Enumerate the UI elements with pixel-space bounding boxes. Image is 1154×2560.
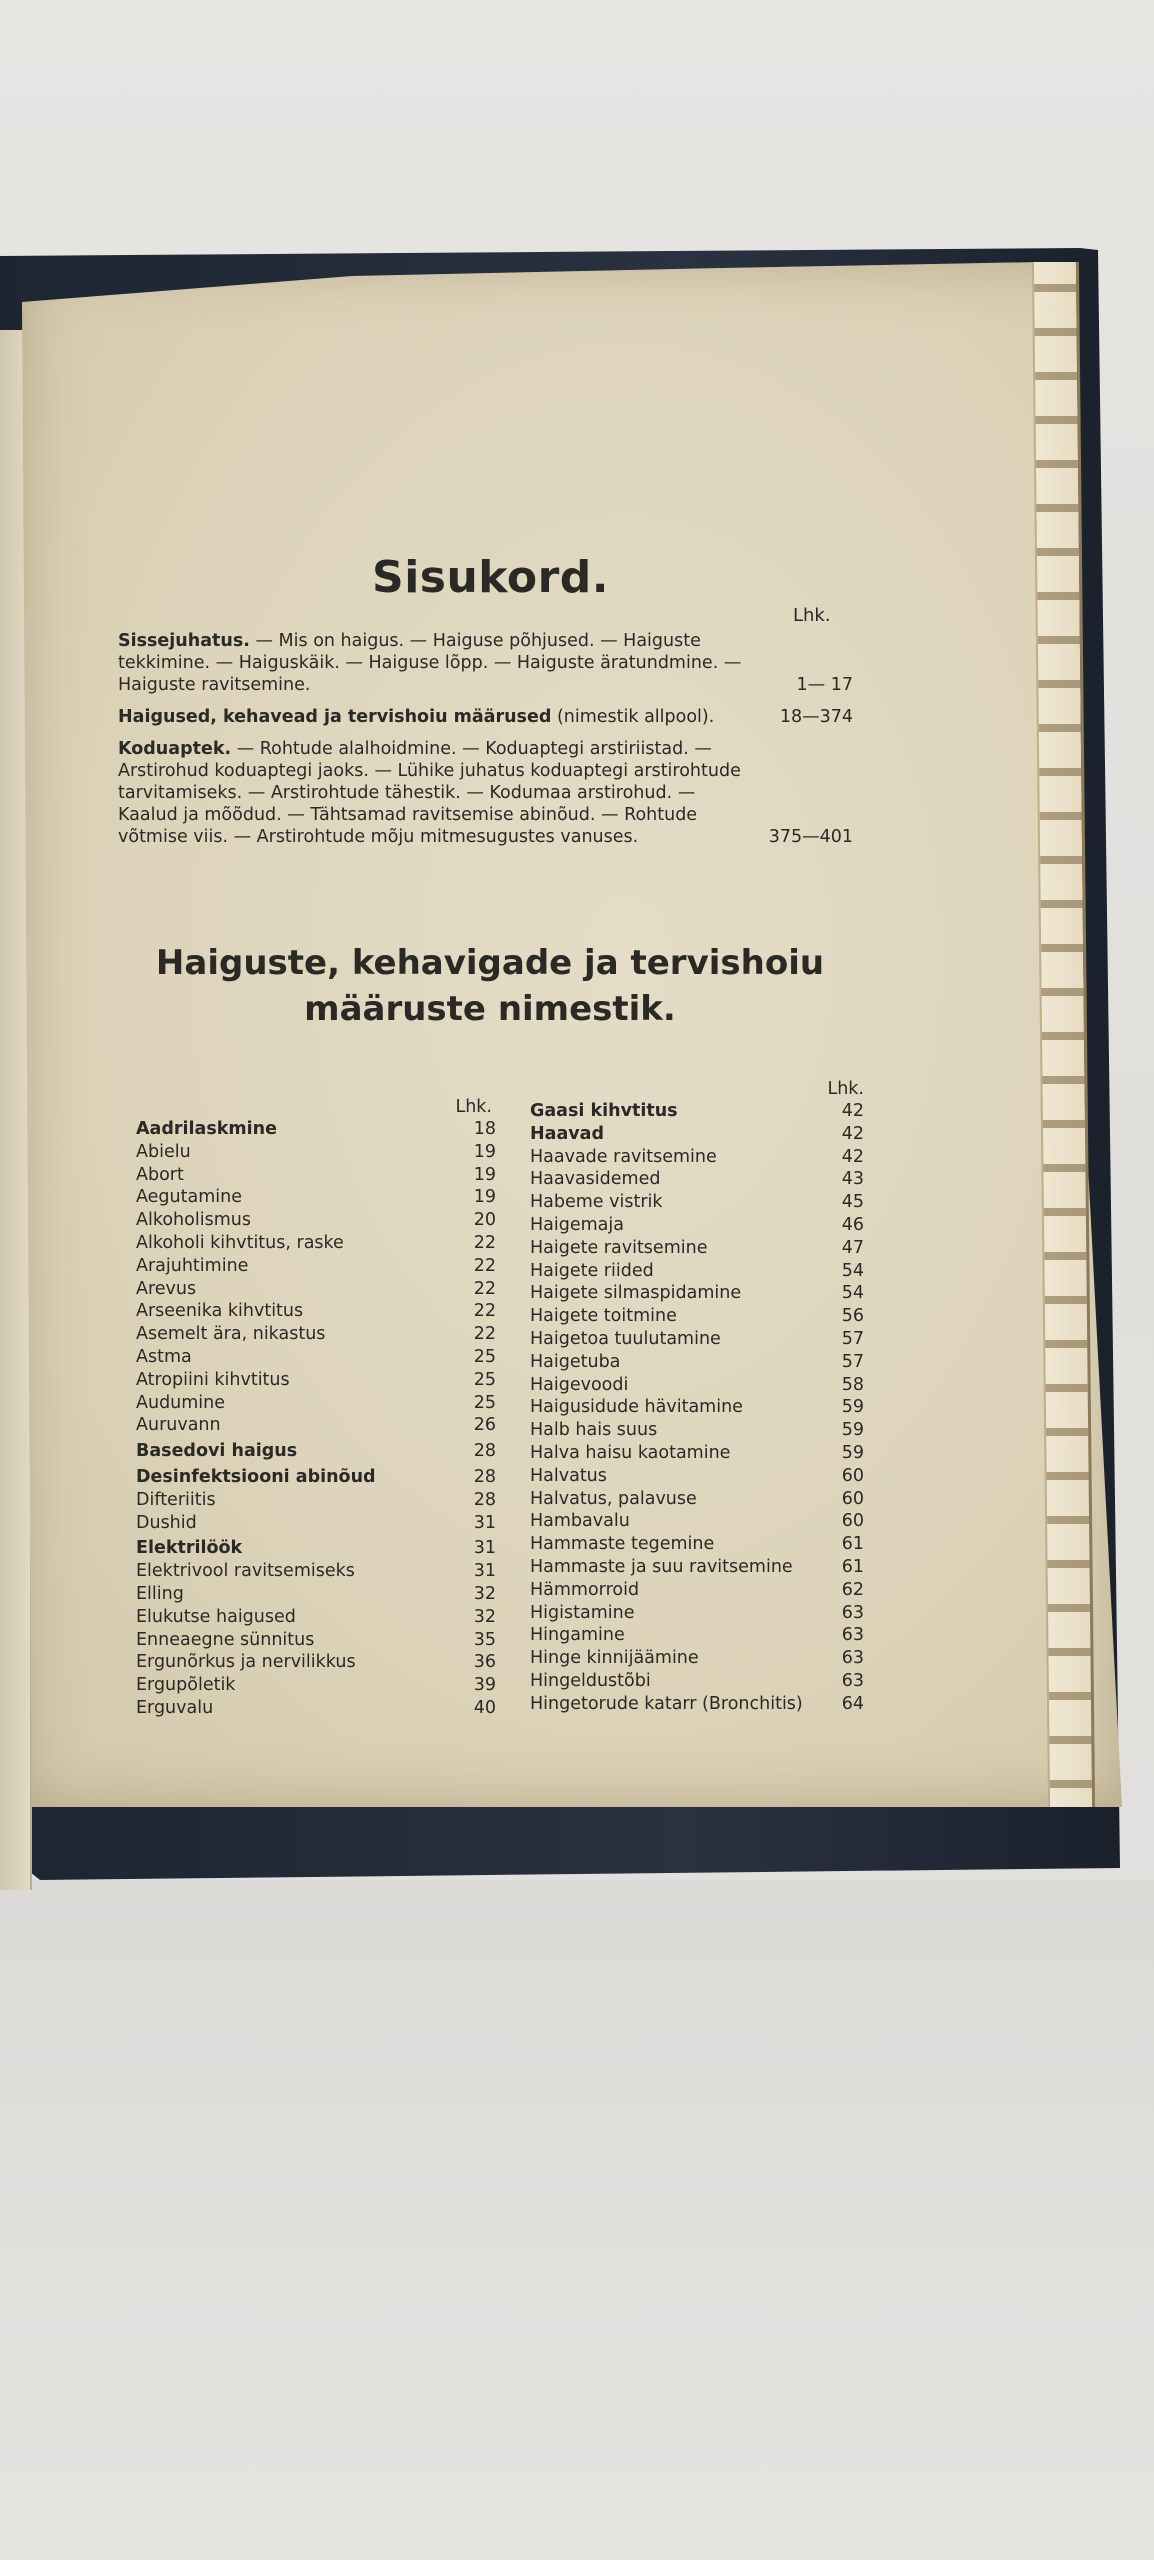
index-entry-page: 18 — [473, 1119, 496, 1139]
index-entry-name: Haigusidude hävitamine — [530, 1397, 743, 1418]
index-entry-page: 59 — [841, 1420, 864, 1441]
index-entry-page: 64 — [841, 1693, 864, 1714]
index-entry-page: 32 — [473, 1583, 496, 1604]
index-entry — [530, 1396, 864, 1419]
index-entry-page: 63 — [841, 1670, 864, 1691]
index-entry-name: Hinge kinnijäämine — [530, 1648, 699, 1669]
index-entry-name: Elektrilöök — [136, 1538, 243, 1559]
index-entry-page: 31 — [473, 1512, 496, 1533]
index-entry-page: 60 — [841, 1511, 864, 1532]
index-entry-name: Hammaste ja suu ravitsemine — [530, 1556, 793, 1577]
contents-entry — [118, 738, 853, 848]
index-entry-page: 46 — [841, 1214, 864, 1235]
index-entry-page: 54 — [841, 1260, 864, 1281]
index-entry-name: Hammaste tegemine — [530, 1534, 715, 1555]
index-entry-page: 28 — [473, 1489, 496, 1510]
index-entry-page: 25 — [473, 1392, 496, 1413]
index-entry — [530, 1351, 864, 1374]
contents-entry-text: — Mis on haigus. — Haiguse põhjused. — Haiguste tekkimine. — Haiguskäik. — Haiguse lõpp. — Haiguste äratundmine. — Haiguste ravitsemine. — [118, 631, 742, 695]
index-entry-name: Auruvann — [136, 1415, 221, 1436]
index-entry — [136, 1512, 496, 1535]
index-entry-name: Haigete ravitsemine — [530, 1237, 708, 1258]
index-entry-page: 19 — [473, 1164, 496, 1185]
index-entry — [136, 1466, 496, 1489]
index-entry — [136, 1164, 496, 1187]
index-entry-page: 31 — [473, 1538, 496, 1559]
index-entry — [136, 1560, 496, 1583]
index-entry-name: Elektrivool ravitsemiseks — [136, 1561, 355, 1582]
index-entry-name: Haigevoodi — [530, 1374, 629, 1395]
index-pages-header: Lhk. — [827, 1079, 864, 1099]
index-entry-name: Halvatus — [530, 1465, 607, 1486]
index-entry-name: Haavasidemed — [530, 1169, 661, 1190]
index-entry — [530, 1510, 864, 1533]
index-entry-page: 58 — [841, 1374, 864, 1395]
index-entry-name: Higistamine — [530, 1602, 635, 1623]
index-entry — [136, 1489, 496, 1512]
index-entry — [136, 1414, 496, 1437]
index-entry-page: 32 — [473, 1606, 496, 1627]
index-entry-page: 42 — [841, 1123, 864, 1144]
index-entry-name: Haigete riided — [530, 1260, 654, 1281]
index-entry-page: 57 — [841, 1328, 864, 1349]
index-entry-page: 47 — [841, 1237, 864, 1258]
contents-pages-header: Lhk. — [793, 605, 831, 626]
index-entry-page: 22 — [473, 1232, 496, 1253]
index-entry — [136, 1255, 496, 1278]
contents-entry-pages: 375—401 — [768, 827, 853, 847]
index-entry — [530, 1442, 864, 1465]
index-entry-name: Aadrilaskmine — [136, 1119, 277, 1139]
index-entry — [136, 1186, 496, 1209]
index-entry — [136, 1118, 496, 1141]
index-entry-page: 57 — [841, 1351, 864, 1372]
index-entry — [530, 1214, 864, 1237]
index-entry — [136, 1674, 496, 1697]
index-entry — [530, 1237, 864, 1260]
index-entry-page: 59 — [841, 1442, 864, 1463]
index-entry-name: Difteriitis — [136, 1489, 216, 1510]
index-entry-page: 19 — [473, 1187, 496, 1208]
index-entry-page: 22 — [473, 1255, 496, 1276]
index-entry-name: Hingamine — [530, 1625, 625, 1646]
index-entry — [530, 1374, 864, 1397]
index-entry — [530, 1305, 864, 1328]
index-entry — [530, 1602, 864, 1625]
index-entry-name: Hingeldustõbi — [530, 1670, 651, 1691]
index-entry — [530, 1647, 864, 1670]
index-column-left — [136, 1096, 496, 1720]
index-column-right — [530, 1078, 864, 1716]
index-entry-page: 26 — [473, 1415, 496, 1436]
index-entry-name: Haigete silmaspidamine — [530, 1283, 742, 1304]
index-entry — [136, 1629, 496, 1652]
index-entry — [530, 1260, 864, 1283]
index-entry-name: Gaasi kihvtitus — [530, 1101, 678, 1121]
index-entry-name: Haavad — [530, 1123, 605, 1144]
index-entry — [530, 1624, 864, 1647]
index-entry-name: Haigemaja — [530, 1214, 624, 1235]
index-entry-page: 28 — [473, 1441, 496, 1462]
index-entry-page: 39 — [473, 1675, 496, 1696]
index-entry — [530, 1123, 864, 1146]
contents-list — [118, 630, 853, 858]
index-entry — [530, 1488, 864, 1511]
index-entry-name: Dushid — [136, 1512, 197, 1533]
tablecloth — [0, 1880, 1154, 2560]
index-entry — [530, 1419, 864, 1442]
index-entry — [530, 1168, 864, 1191]
index-entry — [530, 1693, 864, 1716]
index-entry-page: 22 — [473, 1278, 496, 1299]
index-entry-name: Astma — [136, 1346, 192, 1367]
index-entry-page: 62 — [841, 1579, 864, 1600]
contents-entry-lead: Koduaptek. — [118, 739, 232, 759]
index-title-line: määruste nimestik. — [304, 989, 676, 1029]
index-entry — [136, 1278, 496, 1301]
index-entry-name: Desinfektsiooni abinõud — [136, 1466, 376, 1487]
index-entry-page: 22 — [473, 1301, 496, 1322]
index-entry-page: 35 — [473, 1629, 496, 1650]
index-entry-name: Enneaegne sünnitus — [136, 1629, 315, 1650]
index-entry-page: 25 — [473, 1346, 496, 1367]
index-entry-name: Halva haisu kaotamine — [530, 1442, 731, 1463]
index-entry-name: Arajuhtimine — [136, 1255, 249, 1276]
index-entry-page: 25 — [473, 1369, 496, 1390]
contents-entry — [118, 706, 853, 728]
index-entry-page: 22 — [473, 1324, 496, 1345]
index-entry-name: Halvatus, palavuse — [530, 1488, 697, 1509]
index-pages-header: Lhk. — [455, 1097, 492, 1117]
index-entry — [136, 1369, 496, 1392]
index-entry-name: Aegutamine — [136, 1187, 242, 1208]
index-entry-page: 54 — [841, 1283, 864, 1304]
index-entry-page: 42 — [841, 1146, 864, 1167]
index-entry-name: Haigetuba — [530, 1351, 621, 1372]
index-entry — [136, 1392, 496, 1415]
index-entry-name: Abort — [136, 1164, 184, 1185]
index-entry-page: 60 — [841, 1465, 864, 1486]
index-entry-name: Haigete toitmine — [530, 1306, 677, 1327]
index-entry — [136, 1440, 496, 1463]
index-entry-name: Hambavalu — [530, 1511, 630, 1532]
contents-entry-text: (nimestik allpool). — [551, 707, 715, 727]
index-entry-name: Basedovi haigus — [136, 1441, 298, 1462]
index-entry — [136, 1583, 496, 1606]
index-rows-left — [136, 1118, 496, 1720]
index-entry-name: Habeme vistrik — [530, 1192, 663, 1213]
index-entry-name: Elling — [136, 1583, 184, 1604]
index-entry-name: Abielu — [136, 1141, 191, 1162]
index-entry — [136, 1141, 496, 1164]
index-entry-page: 31 — [473, 1561, 496, 1582]
contents-entry-pages: 1— 17 — [796, 675, 853, 695]
index-entry-name: Erguvalu — [136, 1697, 214, 1718]
contents-entry-lead: Haigused, kehavead ja tervishoiu määrused — [118, 707, 552, 727]
index-entry — [530, 1465, 864, 1488]
index-entry-name: Ergunõrkus ja nervilikkus — [136, 1652, 356, 1673]
index-entry-page: 28 — [473, 1466, 496, 1487]
index-entry-name: Hämmorroid — [530, 1579, 640, 1600]
index-entry — [530, 1670, 864, 1693]
index-entry — [530, 1579, 864, 1602]
index-rows-right — [530, 1100, 864, 1716]
index-entry — [136, 1300, 496, 1323]
index-entry — [136, 1209, 496, 1232]
index-entry-page: 60 — [841, 1488, 864, 1509]
index-entry — [530, 1328, 864, 1351]
index-entry — [530, 1533, 864, 1556]
index-entry-page: 19 — [473, 1141, 496, 1162]
index-entry — [136, 1606, 496, 1629]
index-entry-name: Arevus — [136, 1278, 197, 1299]
index-entry — [136, 1697, 496, 1720]
contents-entry-lead: Sissejuhatus. — [118, 631, 250, 651]
index-entry-name: Alkoholi kihvtitus, raske — [136, 1232, 344, 1253]
index-entry — [136, 1232, 496, 1255]
index-entry — [530, 1100, 864, 1123]
index-entry-name: Elukutse haigused — [136, 1606, 296, 1627]
contents-title: Sisukord. — [372, 552, 610, 603]
index-title-line: Haiguste, kehavigade ja tervishoiu — [155, 943, 825, 983]
index-entry-name: Haavade ravitsemine — [530, 1146, 717, 1167]
index-entry — [136, 1651, 496, 1674]
index-entry — [136, 1537, 496, 1560]
index-entry — [530, 1191, 864, 1214]
index-entry-name: Haigetoa tuulutamine — [530, 1328, 721, 1349]
index-title — [110, 940, 870, 1032]
contents-entry-pages: 18—374 — [779, 707, 853, 727]
index-entry — [530, 1556, 864, 1579]
index-entry-name: Halb hais suus — [530, 1420, 658, 1441]
index-entry — [530, 1146, 864, 1169]
index-entry-name: Ergupõletik — [136, 1675, 236, 1696]
index-entry-page: 36 — [473, 1652, 496, 1673]
index-entry-page: 61 — [841, 1556, 864, 1577]
contents-entry-text: — Rohtude alalhoidmine. — Koduaptegi arstiriistad. — Arstirohud koduaptegi jaoks. — Lühike juhatus koduaptegi arstirohtude tarvitamiseks. — Arstirohtude tähestik. — Kodumaa arstirohud. — Kaalud ja mõõdud. — Tähtsamad ravitsemise abinõud. — Rohtude võtmise viis. — Arstirohtude mõju mitmesugustes vanuses. — [118, 739, 741, 847]
index-entry-page: 40 — [473, 1697, 496, 1718]
index-entry-name: Asemelt ära, nikastus — [136, 1324, 326, 1345]
index-entry-page: 61 — [841, 1534, 864, 1555]
index-entry-name: Alkoholismus — [136, 1210, 251, 1231]
index-entry-page: 56 — [841, 1306, 864, 1327]
index-entry-page: 42 — [841, 1101, 864, 1121]
index-entry-page: 59 — [841, 1397, 864, 1418]
index-entry-page: 43 — [841, 1169, 864, 1190]
index-entry — [530, 1282, 864, 1305]
index-entry — [136, 1346, 496, 1369]
index-entry-name: Atropiini kihvtitus — [136, 1369, 290, 1390]
index-entry-page: 45 — [841, 1192, 864, 1213]
index-entry-page: 63 — [841, 1602, 864, 1623]
contents-entry — [118, 630, 853, 696]
index-entry-name: Arseenika kihvtitus — [136, 1301, 304, 1322]
index-entry-page: 63 — [841, 1648, 864, 1669]
index-entry-name: Hingetorude katarr (Bronchitis) — [530, 1693, 803, 1714]
index-entry-name: Audumine — [136, 1392, 226, 1413]
index-entry — [136, 1323, 496, 1346]
index-entry-page: 20 — [473, 1210, 496, 1231]
index-entry-page: 63 — [841, 1625, 864, 1646]
